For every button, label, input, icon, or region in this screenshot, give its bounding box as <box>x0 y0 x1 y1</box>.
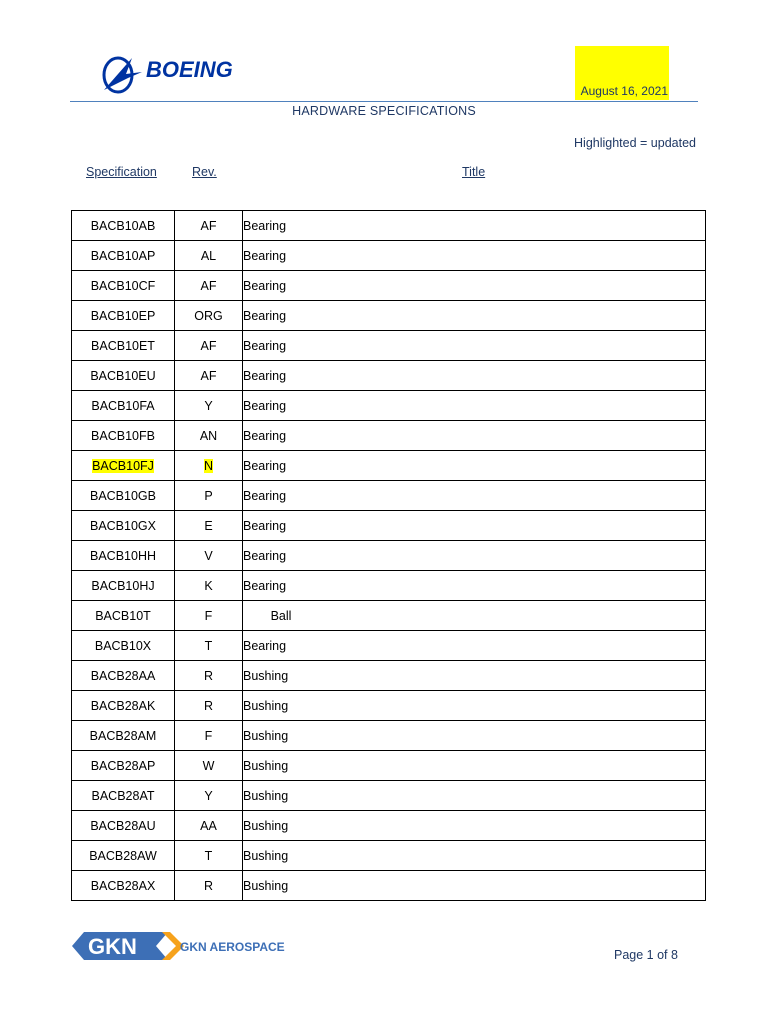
rev-cell <box>175 871 243 901</box>
gkn-aerospace-logo-icon <box>70 929 285 963</box>
spec-cell <box>72 571 175 601</box>
rev-cell <box>175 331 243 361</box>
table-row <box>72 631 706 661</box>
spec-cell <box>72 361 175 391</box>
title-value: Bushing <box>243 698 289 713</box>
rev-cell <box>175 841 243 871</box>
spec-number: BACB10EU <box>90 368 156 383</box>
table-row <box>72 751 706 781</box>
rev-cell <box>175 391 243 421</box>
rev-cell <box>175 781 243 811</box>
spec-cell <box>72 451 175 481</box>
spec-cell <box>72 691 175 721</box>
rev-cell <box>175 481 243 511</box>
rev-cell <box>175 511 243 541</box>
column-header-specification: Specification <box>86 165 157 179</box>
rev-value: AA <box>200 818 217 833</box>
title-value: Bearing <box>243 428 287 443</box>
spec-number: BACB10FB <box>91 428 155 443</box>
table-row <box>72 301 706 331</box>
title-cell <box>243 721 706 751</box>
spec-number: BACB28AA <box>90 668 156 683</box>
rev-value: ORG <box>194 308 223 323</box>
rev-cell <box>175 451 243 481</box>
title-value: Bearing <box>243 308 287 323</box>
spec-number: BACB10EP <box>90 308 156 323</box>
boeing-logo-icon <box>98 52 284 98</box>
title-cell <box>243 331 706 361</box>
spec-cell <box>72 421 175 451</box>
rev-value: T <box>204 638 213 653</box>
spec-cell <box>72 661 175 691</box>
title-cell <box>243 421 706 451</box>
spec-number: BACB28AT <box>91 788 155 803</box>
table-row <box>72 361 706 391</box>
rev-cell <box>175 661 243 691</box>
rev-value: E <box>204 518 213 533</box>
spec-number: BACB10T <box>95 608 151 623</box>
title-value: Bushing <box>243 878 289 893</box>
table-row <box>72 841 706 871</box>
spec-number: BACB10HH <box>90 548 156 563</box>
rev-value: AF <box>200 218 217 233</box>
rev-value: Y <box>204 398 213 413</box>
rev-cell <box>175 721 243 751</box>
rev-cell <box>175 541 243 571</box>
title-cell <box>243 511 706 541</box>
spec-cell <box>72 631 175 661</box>
title-cell <box>243 361 706 391</box>
title-cell <box>243 781 706 811</box>
rev-value: AF <box>200 278 217 293</box>
spec-cell <box>72 841 175 871</box>
title-value: Bearing <box>243 218 287 233</box>
title-cell <box>243 571 706 601</box>
rev-value: V <box>204 548 213 563</box>
title-cell <box>243 751 706 781</box>
table-row <box>72 241 706 271</box>
rev-value: R <box>203 698 214 713</box>
table-row <box>72 811 706 841</box>
title-value: Bearing <box>243 398 287 413</box>
title-cell <box>243 451 706 481</box>
title-cell <box>243 271 706 301</box>
rev-cell <box>175 631 243 661</box>
title-value: Bushing <box>243 668 289 683</box>
title-cell <box>243 811 706 841</box>
table-row <box>72 481 706 511</box>
table-row <box>72 721 706 751</box>
page-title: HARDWARE SPECIFICATIONS <box>292 104 476 118</box>
table-row <box>72 331 706 361</box>
spec-cell <box>72 241 175 271</box>
column-header-title: Title <box>462 165 486 179</box>
title-cell <box>243 241 706 271</box>
spec-cell <box>72 721 175 751</box>
title-cell <box>243 601 706 631</box>
spec-cell <box>72 511 175 541</box>
spec-number: BACB10GX <box>89 518 156 533</box>
spec-cell <box>72 601 175 631</box>
title-cell <box>243 841 706 871</box>
spec-number: BACB28AM <box>89 728 157 743</box>
rev-value: R <box>203 668 214 683</box>
rev-value: F <box>204 728 213 743</box>
date-highlight-box <box>575 46 669 100</box>
spec-cell <box>72 781 175 811</box>
rev-cell <box>175 691 243 721</box>
rev-value: AF <box>200 368 217 383</box>
table-row <box>72 781 706 811</box>
spec-number: BACB28AK <box>90 698 156 713</box>
table-row <box>72 391 706 421</box>
rev-cell <box>175 421 243 451</box>
table-row <box>72 451 706 481</box>
title-value: Bushing <box>243 758 289 773</box>
column-header-rev: Rev. <box>192 165 217 179</box>
svg-text:GKN: GKN <box>88 934 137 959</box>
table-row <box>72 601 706 631</box>
rev-value: W <box>202 758 215 773</box>
rev-value: Y <box>204 788 213 803</box>
rev-value: N <box>203 458 214 473</box>
rev-cell <box>175 301 243 331</box>
spec-number: BACB10ET <box>91 338 155 353</box>
table-row <box>72 421 706 451</box>
rev-value: P <box>204 488 213 503</box>
spec-cell <box>72 871 175 901</box>
spec-cell <box>72 481 175 511</box>
rev-cell <box>175 241 243 271</box>
table-row <box>72 541 706 571</box>
rev-value: AN <box>199 428 218 443</box>
spec-cell <box>72 271 175 301</box>
table-row <box>72 571 706 601</box>
table-row <box>72 661 706 691</box>
rev-cell <box>175 751 243 781</box>
spec-cell <box>72 541 175 571</box>
spec-number: BACB10X <box>94 638 152 653</box>
title-value: Bearing <box>243 548 287 563</box>
title-value: Bearing <box>243 578 287 593</box>
spec-cell <box>72 391 175 421</box>
spec-number: BACB28AX <box>90 878 156 893</box>
title-cell <box>243 391 706 421</box>
rev-value: AF <box>200 338 217 353</box>
spec-number: BACB10GB <box>89 488 156 503</box>
title-cell <box>243 541 706 571</box>
rev-value: F <box>204 608 213 623</box>
title-value: Ball <box>270 608 292 623</box>
title-value: Bearing <box>243 458 287 473</box>
spec-number: BACB28AP <box>90 758 156 773</box>
spec-cell <box>72 301 175 331</box>
title-value: Bearing <box>243 488 287 503</box>
rev-value: R <box>203 878 214 893</box>
spec-number: BACB10FJ <box>92 458 154 473</box>
gkn-logo-text: GKN AEROSPACE <box>180 940 285 954</box>
title-value: Bushing <box>243 818 289 833</box>
boeing-logo-text: BOEING <box>146 57 233 82</box>
spec-cell <box>72 751 175 781</box>
table-row <box>72 691 706 721</box>
spec-number: BACB28AU <box>90 818 156 833</box>
title-value: Bearing <box>243 338 287 353</box>
title-value: Bushing <box>243 848 289 863</box>
highlight-legend: Highlighted = updated <box>574 136 696 150</box>
rev-value: AL <box>200 248 217 263</box>
title-cell <box>243 631 706 661</box>
spec-cell <box>72 811 175 841</box>
spec-number: BACB10AP <box>90 248 156 263</box>
spec-cell <box>72 211 175 241</box>
table-row <box>72 511 706 541</box>
title-value: Bearing <box>243 248 287 263</box>
rev-cell <box>175 271 243 301</box>
header-divider <box>70 101 698 102</box>
spec-number: BACB28AW <box>89 848 157 863</box>
title-cell <box>243 691 706 721</box>
title-value: Bearing <box>243 368 287 383</box>
spec-cell <box>72 331 175 361</box>
spec-number: BACB10AB <box>90 218 156 233</box>
table-row <box>72 271 706 301</box>
title-value: Bearing <box>243 638 287 653</box>
title-value: Bushing <box>243 728 289 743</box>
spec-number: BACB10HJ <box>91 578 155 593</box>
title-cell <box>243 481 706 511</box>
spec-number: BACB10FA <box>91 398 155 413</box>
title-value: Bearing <box>243 518 287 533</box>
rev-cell <box>175 361 243 391</box>
rev-cell <box>175 571 243 601</box>
rev-cell <box>175 211 243 241</box>
rev-cell <box>175 811 243 841</box>
title-value: Bushing <box>243 788 289 803</box>
rev-value: K <box>204 578 213 593</box>
specifications-table <box>71 210 706 901</box>
spec-number: BACB10CF <box>90 278 156 293</box>
title-cell <box>243 211 706 241</box>
page-number: Page 1 of 8 <box>614 948 678 962</box>
rev-value: T <box>204 848 213 863</box>
title-cell <box>243 661 706 691</box>
title-value: Bearing <box>243 278 287 293</box>
document-date: August 16, 2021 <box>580 84 668 98</box>
rev-cell <box>175 601 243 631</box>
table-row <box>72 211 706 241</box>
title-cell <box>243 301 706 331</box>
table-row <box>72 871 706 901</box>
title-cell <box>243 871 706 901</box>
